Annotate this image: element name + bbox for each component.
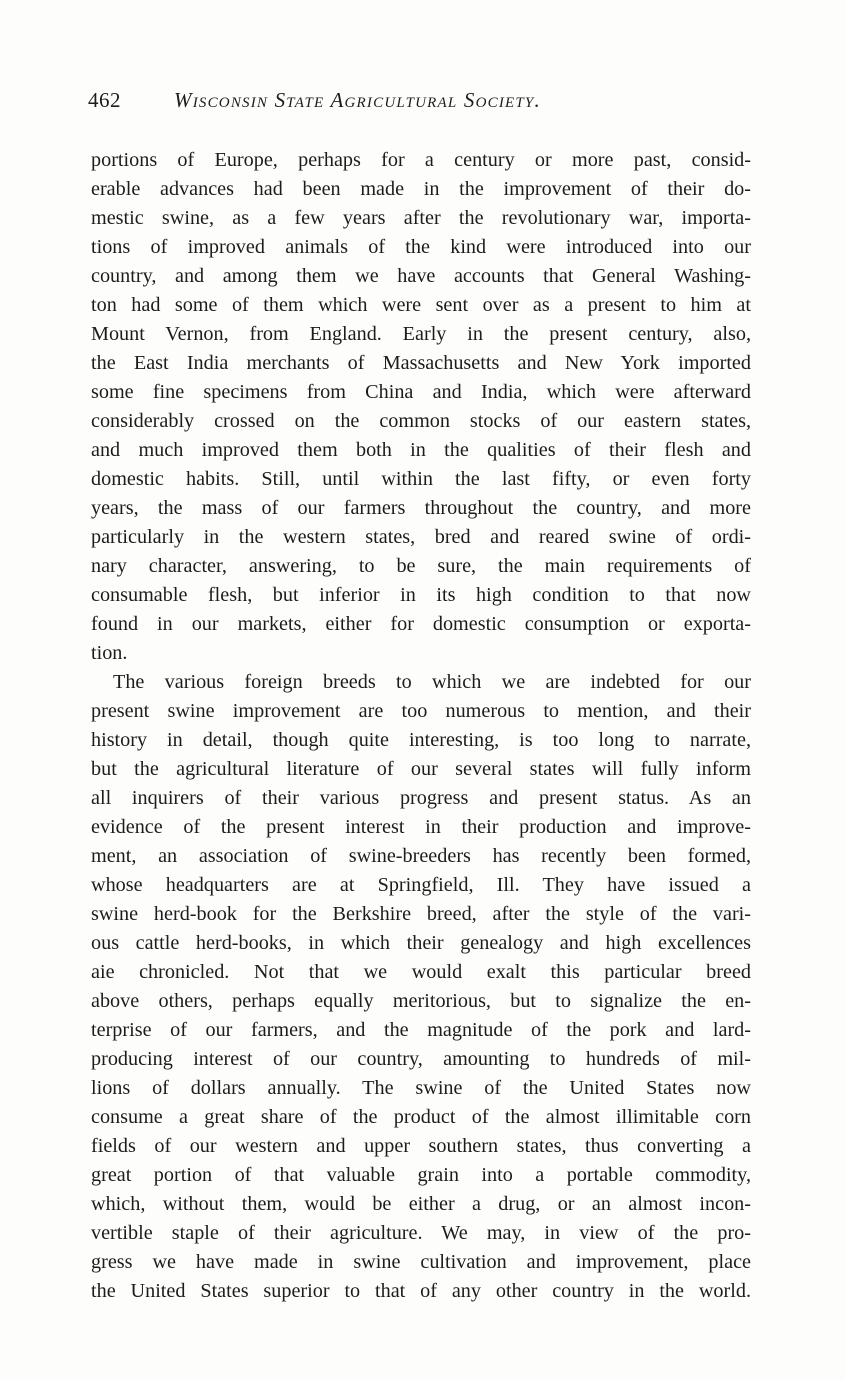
text-line: ous cattle herd-books, in which their genealogy and high excellences — [91, 932, 751, 954]
text-line: vertible staple of their agriculture. We may, in view of the pro- — [91, 1222, 751, 1244]
text-line: domestic habits. Still, until within the last fifty, or even forty — [91, 468, 751, 490]
body-text — [91, 146, 751, 1306]
text-line: but the agricultural literature of our several states will fully inform — [91, 758, 751, 780]
text-line: the United States superior to that of any other country in the world. — [91, 1280, 751, 1302]
text-line: aie chronicled. Not that we would exalt this particular breed — [91, 961, 751, 983]
text-line: above others, perhaps equally meritorious, but to signalize the en- — [91, 990, 751, 1012]
text-line: The various foreign breeds to which we are indebted for our — [113, 671, 751, 693]
text-line: terprise of our farmers, and the magnitude of the pork and lard- — [91, 1019, 751, 1041]
text-line: some fine specimens from China and India, which were afterward — [91, 381, 751, 403]
text-line: Mount Vernon, from England. Early in the present century, also, — [91, 323, 751, 345]
running-head — [88, 88, 753, 122]
page-number: 462 — [88, 88, 121, 112]
text-line: lions of dollars annually. The swine of the United States now — [91, 1077, 751, 1099]
text-line: ment, an association of swine-breeders has recently been formed, — [91, 845, 751, 867]
paragraph-1 — [91, 146, 751, 668]
text-line: consumable flesh, but inferior in its high condition to that now — [91, 584, 751, 606]
text-line: nary character, answering, to be sure, the main requirements of — [91, 555, 751, 577]
text-line: whose headquarters are at Springfield, Ill. They have issued a — [91, 874, 751, 896]
text-line: consume a great share of the product of the almost illimitable corn — [91, 1106, 751, 1128]
text-line: gress we have made in swine cultivation and improvement, place — [91, 1251, 751, 1273]
running-title: Wisconsin State Agricultural Society. — [174, 88, 541, 112]
text-line: producing interest of our country, amounting to hundreds of mil- — [91, 1048, 751, 1070]
text-line: the East India merchants of Massachusetts and New York imported — [91, 352, 751, 374]
text-line: swine herd-book for the Berkshire breed, after the style of the vari- — [91, 903, 751, 925]
text-line: erable advances had been made in the improvement of their do- — [91, 178, 751, 200]
text-line: present swine improvement are too numerous to mention, and their — [91, 700, 751, 722]
text-line: tions of improved animals of the kind were introduced into our — [91, 236, 751, 258]
text-line: mestic swine, as a few years after the revolutionary war, importa- — [91, 207, 751, 229]
text-line: all inquirers of their various progress and present status. As an — [91, 787, 751, 809]
text-line: fields of our western and upper southern states, thus converting a — [91, 1135, 751, 1157]
text-line: years, the mass of our farmers throughout the country, and more — [91, 497, 751, 519]
text-line: history in detail, though quite interesting, is too long to narrate, — [91, 729, 751, 751]
text-line: great portion of that valuable grain into a portable commodity, — [91, 1164, 751, 1186]
text-line: country, and among them we have accounts that General Washing- — [91, 265, 751, 287]
paragraph-2 — [91, 668, 751, 1306]
text-line: tion. — [91, 642, 128, 664]
text-line: which, without them, would be either a drug, or an almost incon- — [91, 1193, 751, 1215]
text-line: considerably crossed on the common stocks of our eastern states, — [91, 410, 751, 432]
text-line: found in our markets, either for domestic consumption or exporta- — [91, 613, 751, 635]
text-line: ton had some of them which were sent over as a present to him at — [91, 294, 751, 316]
text-line: evidence of the present interest in their production and improve- — [91, 816, 751, 838]
text-line: and much improved them both in the qualities of their flesh and — [91, 439, 751, 461]
text-line: portions of Europe, perhaps for a century or more past, consid- — [91, 149, 751, 171]
text-line: particularly in the western states, bred and reared swine of ordi- — [91, 526, 751, 548]
